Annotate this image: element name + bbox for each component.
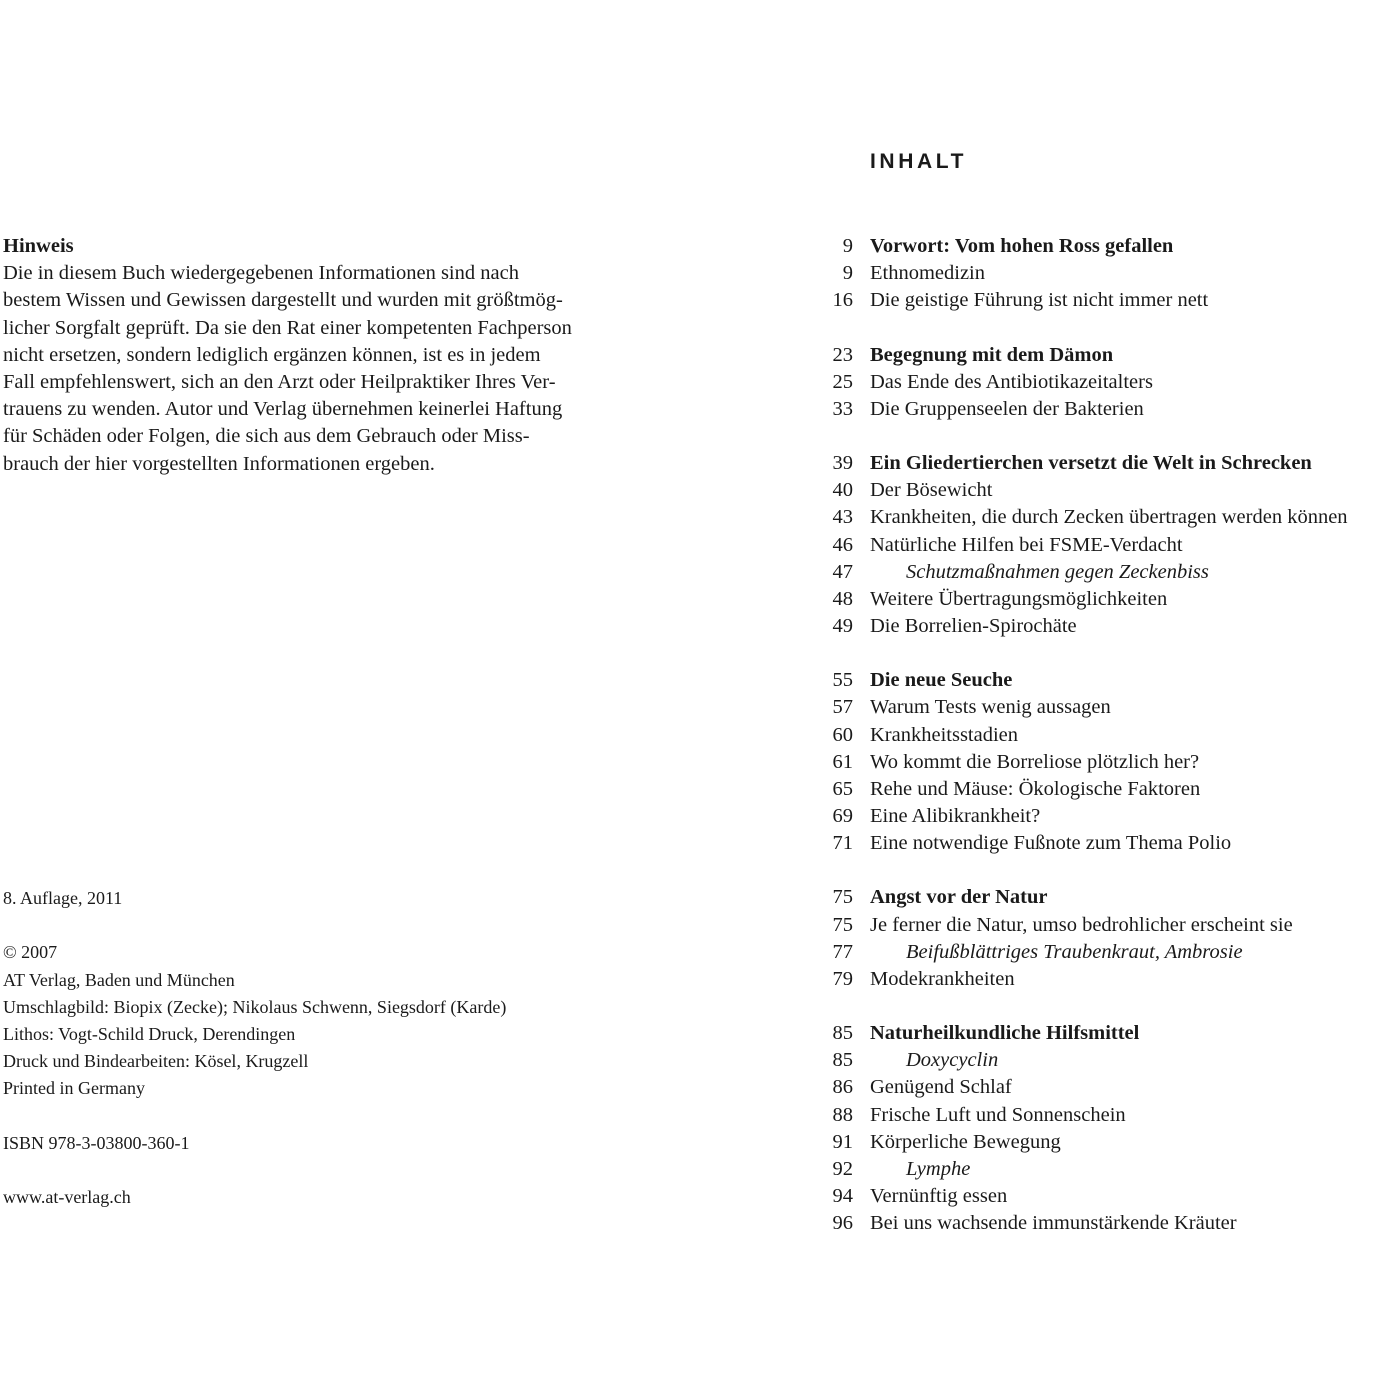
toc-entry-title: Natürliche Hilfen bei FSME-Verdacht [870, 533, 1183, 556]
toc-page-number: 75 [832, 913, 853, 936]
toc-section [800, 233, 1392, 314]
toc-entry [800, 803, 1392, 830]
toc-entry-title: Angst vor der Natur [870, 886, 1048, 909]
toc-page-number: 55 [832, 669, 853, 692]
notice-line: trauens zu wenden. Autor und Verlag übernehmen keinerlei Haftung [3, 398, 563, 421]
toc-page-number: 88 [832, 1103, 853, 1126]
toc-page-number: 71 [832, 832, 853, 855]
toc-entry-title: Doxycyclin [906, 1049, 999, 1072]
edition-text: 8. Auflage, 2011 [3, 888, 123, 908]
toc-entry-title: Frische Luft und Sonnenschein [870, 1103, 1126, 1126]
toc-page-number: 47 [832, 560, 853, 583]
toc-page-number: 39 [832, 452, 853, 475]
toc-page-number: 9 [842, 262, 853, 285]
table-of-contents [800, 233, 1392, 1264]
spacer [3, 912, 643, 939]
printed-in-text: Printed in Germany [3, 1078, 145, 1099]
toc-entry-title: Körperliche Bewegung [870, 1130, 1061, 1153]
toc-entry-title: Die Borrelien-Spirochäte [870, 614, 1077, 637]
toc-entry [800, 477, 1392, 504]
toc-entry-title: Der Bösewicht [870, 479, 993, 502]
toc-entry-title: Krankheiten, die durch Zecken übertragen werden können [870, 506, 1348, 529]
toc-page-number: 60 [832, 723, 853, 746]
notice-line: Fall empfehlenswert, sich an den Arzt oder Heilpraktiker Ihres Ver- [3, 371, 556, 394]
toc-page-number: 9 [842, 235, 853, 257]
toc-entry [800, 504, 1392, 531]
toc-entry-title: Je ferner die Natur, umso bedrohlicher erscheint sie [870, 913, 1293, 936]
toc-chapter-heading [800, 342, 1392, 369]
toc-entry-title: Naturheilkundliche Hilfsmittel [870, 1022, 1140, 1045]
toc-entry-title: Warum Tests wenig aussagen [870, 696, 1111, 719]
toc-section [800, 342, 1392, 423]
toc-entry-title: Modekrankheiten [870, 967, 1015, 990]
toc-page-number: 48 [832, 587, 853, 610]
toc-entry-title: Bei uns wachsende immunstärkende Kräuter [870, 1212, 1237, 1235]
toc-entry-title: Krankheitsstadien [870, 723, 1019, 746]
toc-entry-title: Eine notwendige Fußnote zum Thema Polio [870, 832, 1232, 855]
toc-entry-title: Die Gruppenseelen der Bakterien [870, 397, 1144, 420]
notice-line: bestem Wissen und Gewissen dargestellt und wurden mit größtmög- [3, 289, 563, 312]
toc-section [800, 450, 1392, 640]
notice-line: licher Sorgfalt geprüft. Da sie den Rat einer kompetenten Fachperson [3, 316, 572, 339]
cover-credit-text: Umschlagbild: Biopix (Zecke); Nikolaus Schwenn, Siegsdorf (Karde) [3, 996, 507, 1017]
notice-line: für Schäden oder Folgen, die sich aus dem Gebrauch oder Miss- [3, 425, 530, 448]
toc-page-number: 85 [832, 1022, 853, 1045]
toc-subentry [800, 1047, 1392, 1074]
website-link: www.at-verlag.ch [3, 1187, 131, 1208]
toc-page-number: 77 [832, 940, 853, 963]
toc-entry-title: Vorwort: Vom hohen Ross gefallen [870, 235, 1174, 257]
toc-page-number: 16 [832, 289, 853, 312]
toc-page-number: 43 [832, 506, 853, 529]
toc-page-number: 69 [832, 804, 853, 827]
toc-entry [800, 776, 1392, 803]
toc-subentry [800, 1156, 1392, 1183]
toc-page-number: 79 [832, 967, 853, 990]
toc-entry [800, 613, 1392, 640]
toc-entry-title: Ethnomedizin [870, 262, 986, 285]
toc-title: INHALT [870, 150, 968, 173]
toc-page-number: 57 [832, 696, 853, 719]
notice-line: Die in diesem Buch wiedergegebenen Informationen sind nach [3, 262, 519, 285]
publisher-text: AT Verlag, Baden und München [3, 969, 235, 990]
toc-entry [800, 260, 1392, 287]
toc-entry-title: Beifußblättriges Traubenkraut, Ambrosie [906, 940, 1243, 963]
toc-entry [800, 586, 1392, 613]
toc-subentry [800, 559, 1392, 586]
toc-entry [800, 1129, 1392, 1156]
toc-section [800, 667, 1392, 857]
imprint-block [3, 885, 643, 1211]
toc-entry-title: Rehe und Mäuse: Ökologische Faktoren [870, 777, 1201, 800]
print-credit-text: Druck und Bindearbeiten: Kösel, Krugzell [3, 1051, 309, 1072]
toc-entry-title: Wo kommt die Borreliose plötzlich her? [870, 750, 1200, 773]
toc-chapter-heading [800, 450, 1392, 477]
toc-entry [800, 694, 1392, 721]
toc-entry-title: Die geistige Führung ist nicht immer nett [870, 289, 1209, 312]
toc-entry [800, 287, 1392, 314]
toc-page-number: 46 [832, 533, 853, 556]
notice-title: Hinweis [3, 235, 74, 257]
toc-chapter-heading [800, 233, 1392, 260]
toc-chapter-heading [800, 1020, 1392, 1047]
toc-entry [800, 830, 1392, 857]
copyright-text: © 2007 [3, 942, 58, 963]
toc-page-number: 65 [832, 777, 853, 800]
toc-chapter-heading [800, 884, 1392, 911]
toc-page-number: 92 [832, 1157, 853, 1180]
toc-entry [800, 1102, 1392, 1129]
toc-page-number: 86 [832, 1076, 853, 1099]
toc-entry [800, 749, 1392, 776]
toc-page-number: 33 [832, 397, 853, 420]
toc-entry [800, 369, 1392, 396]
toc-section [800, 1020, 1392, 1237]
toc-entry-title: Vernünftig essen [870, 1184, 1008, 1207]
spacer [3, 1103, 643, 1130]
toc-page-number: 61 [832, 750, 853, 773]
toc-page-number: 75 [832, 886, 853, 909]
toc-entry-title: Genügend Schlaf [870, 1076, 1012, 1099]
notice-line: brauch der hier vorgestellten Informationen ergeben. [3, 452, 435, 475]
notice-line: nicht ersetzen, sondern lediglich ergänzen können, ist es in jedem [3, 343, 541, 366]
lithos-credit-text: Lithos: Vogt-Schild Druck, Derendingen [3, 1023, 296, 1044]
toc-page-number: 94 [832, 1184, 853, 1207]
toc-entry [800, 1210, 1392, 1237]
toc-entry [800, 1183, 1392, 1210]
toc-page-number: 23 [832, 343, 853, 366]
toc-entry-title: Weitere Übertragungsmöglichkeiten [870, 587, 1168, 610]
toc-entry [800, 912, 1392, 939]
toc-section [800, 884, 1392, 993]
toc-chapter-heading [800, 667, 1392, 694]
toc-page-number: 85 [832, 1049, 853, 1072]
toc-page-number: 96 [832, 1212, 853, 1235]
toc-entry-title: Begegnung mit dem Dämon [870, 343, 1114, 366]
toc-entry-title: Ein Gliedertierchen versetzt die Welt in Schrecken [870, 452, 1312, 475]
toc-subentry [800, 939, 1392, 966]
toc-entry-title: Lymphe [906, 1157, 971, 1180]
spacer [3, 1157, 643, 1184]
toc-entry [800, 1074, 1392, 1101]
toc-entry-title: Eine Alibikrankheit? [870, 804, 1041, 827]
toc-entry [800, 966, 1392, 993]
toc-page-number: 25 [832, 370, 853, 393]
toc-entry-title: Die neue Seuche [870, 669, 1013, 692]
notice-block [3, 233, 643, 478]
toc-entry-title: Das Ende des Antibiotikazeitalters [870, 370, 1153, 393]
toc-page-number: 49 [832, 614, 853, 637]
toc-page-number: 40 [832, 479, 853, 502]
isbn-text: ISBN 978-3-03800-360-1 [3, 1132, 190, 1153]
toc-page-number: 91 [832, 1130, 853, 1153]
toc-entry-title: Schutzmaßnahmen gegen Zeckenbiss [906, 560, 1209, 583]
toc-entry [800, 396, 1392, 423]
toc-entry [800, 532, 1392, 559]
toc-entry [800, 722, 1392, 749]
